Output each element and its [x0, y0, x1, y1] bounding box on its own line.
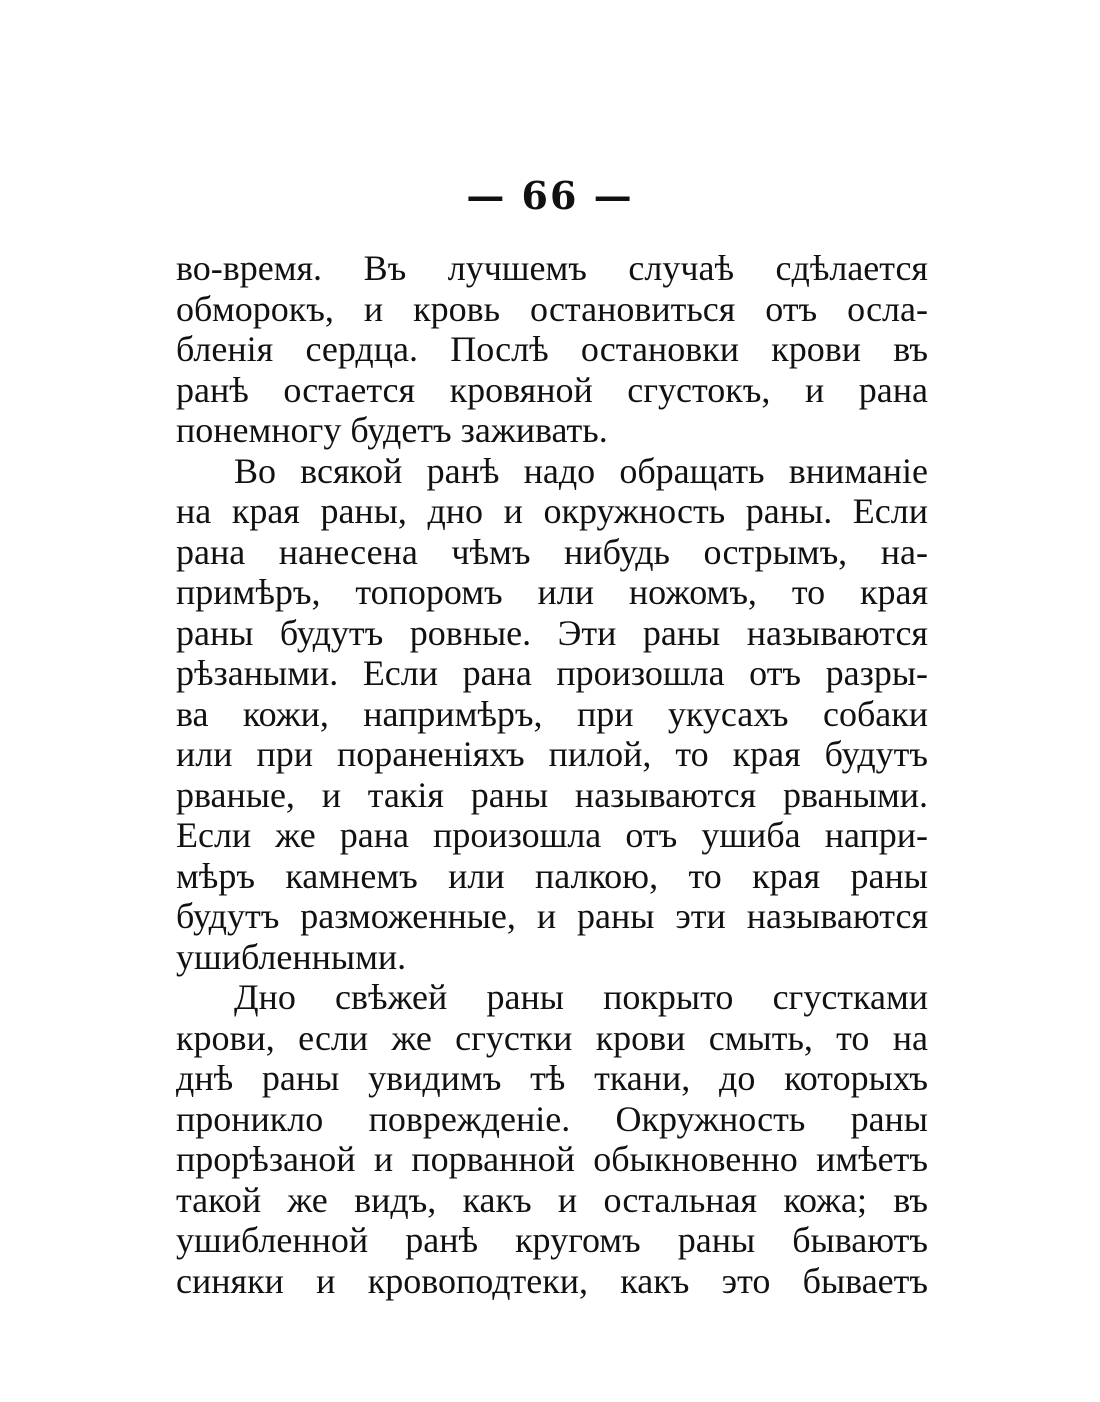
paragraph-2 [176, 451, 928, 978]
text-line: на края раны, дно и окружность раны. Если [176, 491, 928, 531]
text-line: Если же рана произошла отъ ушиба напри- [176, 815, 928, 855]
text-line: днѣ раны увидимъ тѣ ткани, до которыхъ [176, 1058, 928, 1098]
text-line: такой же видъ, какъ и остальная кожа; въ [176, 1179, 928, 1220]
text-line: обморокъ, и кровь остановиться отъ осла- [176, 288, 928, 329]
text-line: рѣзаными. Если рана произошла отъ разры- [176, 653, 928, 693]
text-line: прорѣзаной и порванной обыкновенно имѣетъ [176, 1139, 928, 1179]
text-line: рваные, и такія раны называются рваными. [176, 774, 928, 815]
paragraph-1 [176, 248, 928, 451]
page-number: — 66 — [466, 173, 634, 218]
text-line: проникло поврежденіе. Окружность раны [176, 1098, 928, 1139]
text-line: мѣръ камнемъ или палкою, то края раны [176, 855, 928, 896]
text-line: примѣръ, топоромъ или ножомъ, то края [176, 572, 928, 612]
text-line: ушибленными. [176, 936, 407, 977]
text-line: ранѣ остается кровяной сгустокъ, и рана [176, 369, 928, 410]
text-line: ушибленной ранѣ кругомъ раны бываютъ [176, 1220, 928, 1260]
text-line: синяки и кровоподтеки, какъ это бываетъ [176, 1260, 928, 1301]
body-text [176, 248, 928, 1301]
text-line: Дно свѣжей раны покрыто сгустками [234, 977, 928, 1017]
text-line: будутъ разможенные, и раны эти называются [176, 896, 928, 936]
text-line: бленія сердца. Послѣ остановки крови въ [176, 329, 928, 369]
text-line: крови, если же сгустки крови смыть, то на [176, 1017, 928, 1058]
text-line: ва кожи, напримѣръ, при укусахъ собаки [176, 693, 928, 734]
text-line: раны будутъ ровные. Эти раны называются [176, 612, 928, 653]
text-line: или при пораненіяхъ пилой, то края будутъ [176, 734, 928, 774]
text-line: понемногу будетъ заживать. [176, 410, 608, 450]
text-line: Во всякой ранѣ надо обращать вниманіе [234, 450, 928, 491]
paragraph-3 [176, 977, 928, 1301]
text-line: рана нанесена чѣмъ нибудь острымъ, на- [176, 531, 928, 572]
text-line: во-время. Въ лучшемъ случаѣ сдѣлается [176, 248, 928, 288]
